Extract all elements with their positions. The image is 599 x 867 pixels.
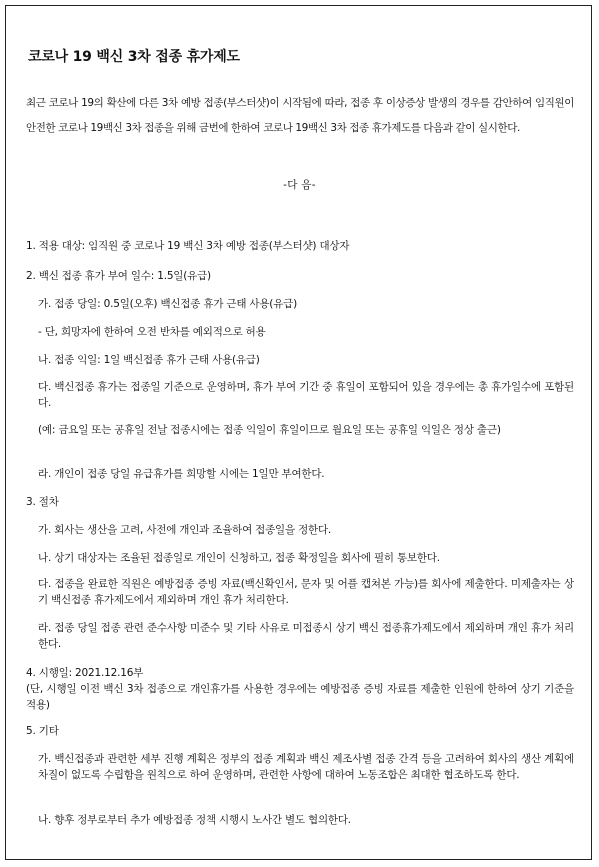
document-title: 코로나 19 백신 3차 접종 휴가제도 xyxy=(28,49,240,65)
section-5-item-ga: 가. 백신접종과 관련한 세부 진행 계획은 정부의 접종 계획과 백신 제조사별 접종 간격 등을 고려하여 회사의 생산 계획에 차질이 없도록 수립함을 원칙으로 하여 운영하며, 관련한 사항에 대하여 노동조합은 최대한 협조하도록 한다. xyxy=(38,753,574,781)
section-5-other: 5. 기타 xyxy=(26,725,59,737)
section-3-item-na: 나. 상기 대상자는 조율된 접종일로 개인이 신청하고, 접종 확정일을 회사에 필히 통보한다. xyxy=(38,552,440,564)
document-page xyxy=(5,5,592,860)
notice-heading: -다 음- xyxy=(283,179,316,191)
section-2-item-ra: 라. 개인이 접종 당일 유급휴가를 희망할 시에는 1일만 부여한다. xyxy=(38,468,325,480)
section-2-example: (예: 금요일 또는 공휴일 전날 접종시에는 접종 익일이 휴일이므로 월요일 또는 공휴일 익일은 정상 출근) xyxy=(38,424,501,436)
section-4-note: (단, 시행일 이전 백신 3차 접종으로 개인휴가를 사용한 경우에는 예방접종 증빙 자료를 제출한 인원에 한하여 상기 기준을 적용) xyxy=(26,683,574,711)
section-1-eligibility: 1. 적용 대상: 임직원 중 코로나 19 백신 3차 예방 접종(부스터샷) 대상자 xyxy=(26,240,350,252)
intro-paragraph: 최근 코로나 19의 확산에 다른 3차 예방 접종(부스터샷)이 시작됨에 따라, 접종 후 이상증상 발생의 경우를 감안하여 임직원이 안전한 코로나 19백신 3차 접종을 위해 금번에 한하여 코로나 19백신 3차 접종 휴가제도를 다음과 같이 실시한다. xyxy=(26,97,574,134)
section-2-note: - 단, 희망자에 한하여 오전 반차를 예외적으로 허용 xyxy=(38,326,266,338)
section-3-item-da: 다. 접종을 완료한 직원은 예방접종 증빙 자료(백신확인서, 문자 및 어플 캡쳐본 가능)를 회사에 제출한다. 미제출자는 상기 백신접종 휴가제도에서 제외하며 개인 휴가 처리한다. xyxy=(38,578,574,606)
section-3-procedure: 3. 절차 xyxy=(26,496,59,508)
section-2-item-da: 다. 백신접종 휴가는 접종일 기준으로 운영하며, 휴가 부여 기간 중 휴일이 포함되어 있을 경우에는 총 휴가일수에 포함된다. xyxy=(38,381,574,409)
section-4-effective-date: 4. 시행일: 2021.12.16부 xyxy=(26,667,144,679)
section-2-leave-days: 2. 백신 접종 휴가 부여 일수: 1.5일(유급) xyxy=(26,270,211,282)
section-3-item-ra: 라. 접종 당일 접종 관련 준수사항 미준수 및 기타 사유로 미접종시 상기 백신 접종휴가제도에서 제외하며 개인 휴가 처리한다. xyxy=(38,622,574,650)
section-2-item-ga: 가. 접종 당일: 0.5일(오후) 백신접종 휴가 근태 사용(유급) xyxy=(38,298,297,310)
section-3-item-ga: 가. 회사는 생산을 고려, 사전에 개인과 조율하여 접종일을 정한다. xyxy=(38,524,332,536)
section-5-item-na: 나. 향후 정부로부터 추가 예방접종 정책 시행시 노사간 별도 협의한다. xyxy=(38,814,351,826)
section-2-item-na: 나. 접종 익일: 1일 백신접종 휴가 근태 사용(유급) xyxy=(38,354,260,366)
